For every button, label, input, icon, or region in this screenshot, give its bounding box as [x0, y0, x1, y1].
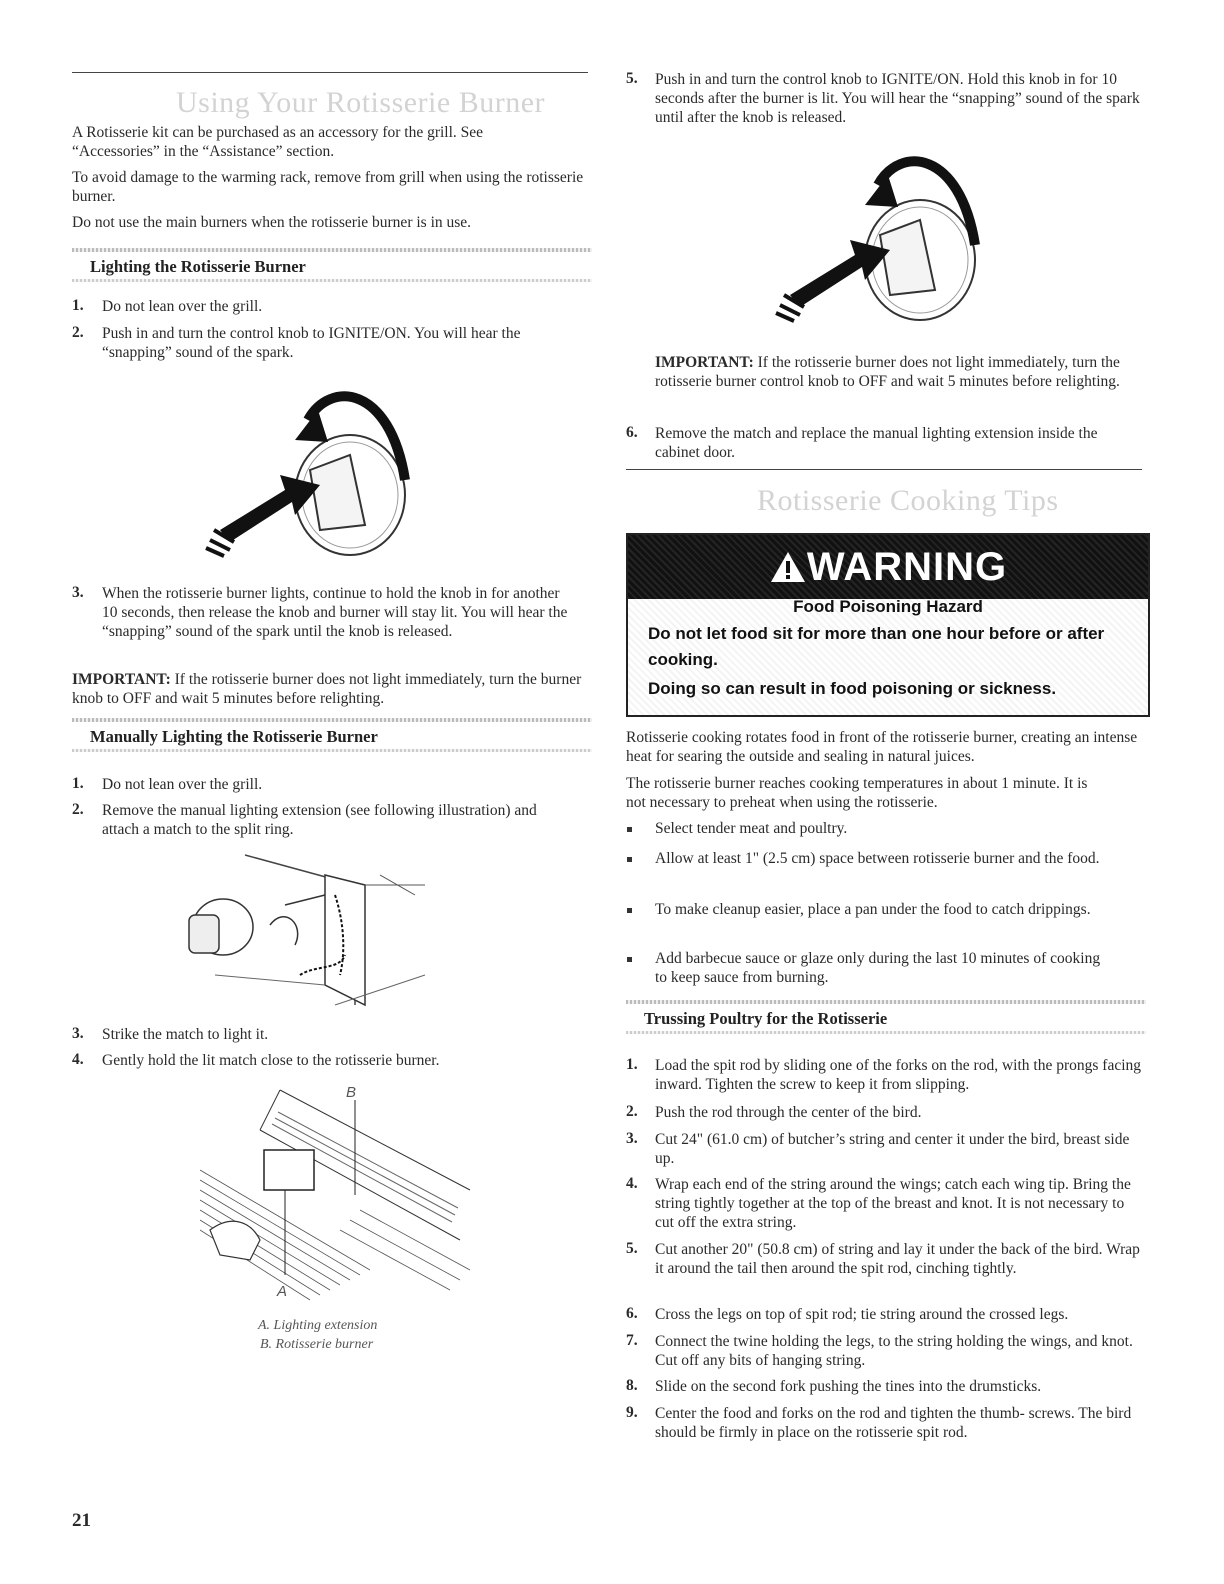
tips-paragraph-1: Rotisserie cooking rotates food in front of the rotisserie burner, creating an intense heat for searing the outside and sealing in natural juices. — [626, 729, 1138, 765]
lighting-step-3: When the rotisserie burner lights, continue to hold the knob in for another 10 seconds, then release the knob and burner will stay lit. You will hear the “snapping” sound of the spark until the knob is released. — [102, 585, 568, 640]
tip-bullet-2: Allow at least 1" (2.5 cm) space between rotisserie burner and the food. — [655, 850, 1100, 867]
intro-paragraph-1: A Rotisserie kit can be purchased as an accessory for the grill. See “Accessories” in the “Assistance” section. — [72, 124, 484, 160]
manual-step-1: Do not lean over the grill. — [102, 776, 263, 793]
step-number: 5. — [626, 70, 638, 87]
bullet — [627, 957, 632, 962]
important-note-left — [72, 670, 588, 708]
label-b: B — [346, 1084, 357, 1101]
step-number: 6. — [626, 1305, 638, 1322]
important-note-right — [655, 353, 1143, 391]
lighting-step-2: Push in and turn the control knob to IGNITE/ON. You will hear the “snapping” sound of the spark. — [102, 325, 521, 361]
lighting-step-6: Remove the match and replace the manual lighting extension inside the cabinet door. — [655, 425, 1098, 461]
intro-paragraph-3: Do not use the main burners when the rotisserie burner is in use. — [72, 214, 472, 231]
warning-hazard: Food Poisoning Hazard — [793, 597, 983, 616]
trussing-step-4: Wrap each end of the string around the wings; catch each wing tip. Bring the string tightly together at the top of the breast and knot. It is not necessary to cut off the extra string. — [655, 1176, 1131, 1231]
trussing-step-8: Slide on the second fork pushing the tines into the drumsticks. — [655, 1378, 1042, 1395]
warning-body — [628, 599, 1148, 715]
trussing-step-6: Cross the legs on top of spit rod; tie string around the crossed legs. — [655, 1306, 1069, 1323]
step-number: 2. — [72, 324, 84, 341]
step-number: 4. — [72, 1051, 84, 1068]
subheading-trussing — [626, 1000, 1146, 1034]
tips-paragraph-2: The rotisserie burner reaches cooking temperatures in about 1 minute. It is not necessary to preheat when using the rotisserie. — [626, 775, 1088, 811]
warning-line-2: Doing so can result in food poisoning or sickness. — [648, 679, 1057, 698]
important-text: If the rotisserie burner does not light immediately, turn the burner knob to OFF and wait 5 minutes before relighting. — [72, 671, 582, 707]
step-number: 2. — [72, 801, 84, 818]
subheading-lighting — [72, 248, 592, 282]
subheading-manual-lighting — [72, 718, 592, 752]
step-number: 2. — [626, 1103, 638, 1120]
step-number: 1. — [72, 775, 84, 792]
section-title-rotisserie-burner: Using Your Rotisserie Burner — [176, 86, 546, 119]
step-number: 6. — [626, 424, 638, 441]
manual-step-3: Strike the match to light it. — [102, 1026, 269, 1043]
caption-rotisserie-burner: B. Rotisserie burner — [260, 1337, 374, 1352]
bullet — [627, 827, 632, 832]
warning-title — [628, 545, 1148, 590]
subheading-lighting-label: Lighting the Rotisserie Burner — [90, 257, 306, 276]
warning-triangle-icon — [769, 550, 807, 584]
warning-title-text: WARNING — [806, 545, 1008, 589]
lighting-step-1: Do not lean over the grill. — [102, 298, 263, 315]
subheading-trussing-label: Trussing Poultry for the Rotisserie — [644, 1009, 888, 1028]
step-number: 5. — [626, 1240, 638, 1257]
step-number: 3. — [72, 584, 84, 601]
subheading-manual-label: Manually Lighting the Rotisserie Burner — [90, 727, 378, 746]
tip-bullet-4: Add barbecue sauce or glaze only during the last 10 minutes of cooking to keep sauce from burning. — [655, 950, 1101, 986]
warning-box — [626, 533, 1150, 717]
lighting-extension-illustration — [175, 845, 435, 1015]
important-label: IMPORTANT: — [72, 671, 171, 688]
knob-illustration-right — [770, 145, 990, 325]
rule-tips — [626, 469, 1142, 470]
trussing-step-7: Connect the twine holding the legs, to the string holding the wings, and knot. Cut off any bits of hanging string. — [655, 1333, 1133, 1369]
important-text: If the rotisserie burner does not light immediately, turn the rotisserie burner control knob to OFF and wait 5 minutes before relighting. — [655, 354, 1120, 390]
trussing-step-3: Cut 24" (61.0 cm) of butcher’s string and center it under the bird, breast side up. — [655, 1131, 1130, 1167]
trussing-step-2: Push the rod through the center of the bird. — [655, 1104, 922, 1121]
warning-line-1: Do not let food sit for more than one hour before or after cooking. — [648, 624, 1105, 669]
tip-bullet-1: Select tender meat and poultry. — [655, 820, 848, 837]
knob-illustration — [200, 380, 420, 560]
bullet — [627, 857, 632, 862]
step-number: 3. — [72, 1025, 84, 1042]
important-label: IMPORTANT: — [655, 354, 754, 371]
bullet — [627, 908, 632, 913]
step-number: 3. — [626, 1130, 638, 1147]
caption-lighting-extension: A. Lighting extension — [258, 1318, 378, 1333]
top-rule-left — [72, 72, 588, 73]
trussing-step-9: Center the food and forks on the rod and tighten the thumb- screws. The bird should be firmly in place on the rotisserie spit rod. — [655, 1405, 1132, 1441]
manual-step-2: Remove the manual lighting extension (see following illustration) and attach a match to the split ring. — [102, 802, 537, 838]
step-number: 4. — [626, 1175, 638, 1192]
warning-header — [628, 535, 1148, 599]
trussing-step-5: Cut another 20" (50.8 cm) of string and lay it under the back of the bird. Wrap it around the tail then around the spit rod, cinching tightly. — [655, 1241, 1140, 1277]
step-number: 1. — [72, 297, 84, 314]
label-a: A — [277, 1283, 288, 1300]
section-title-cooking-tips: Rotisserie Cooking Tips — [757, 484, 1059, 517]
manual-step-4: Gently hold the lit match close to the rotisserie burner. — [102, 1052, 440, 1069]
trussing-step-1: Load the spit rod by sliding one of the forks on the rod, with the prongs facing inward. Tighten the screw to keep it from slipping. — [655, 1057, 1142, 1093]
page-number: 21 — [72, 1510, 91, 1531]
step-number: 1. — [626, 1056, 638, 1073]
step-number: 8. — [626, 1377, 638, 1394]
intro-paragraph-2: To avoid damage to the warming rack, remove from grill when using the rotisserie burner. — [72, 169, 584, 205]
step-number: 9. — [626, 1404, 638, 1421]
lighting-step-5: Push in and turn the control knob to IGNITE/ON. Hold this knob in for 10 seconds after the burner is lit. You will hear the “snapping” sound of the spark until after the knob is released. — [655, 71, 1140, 126]
rotisserie-burner-illustration — [200, 1080, 480, 1310]
step-number: 7. — [626, 1332, 638, 1349]
tip-bullet-3: To make cleanup easier, place a pan under the food to catch drippings. — [655, 901, 1091, 918]
